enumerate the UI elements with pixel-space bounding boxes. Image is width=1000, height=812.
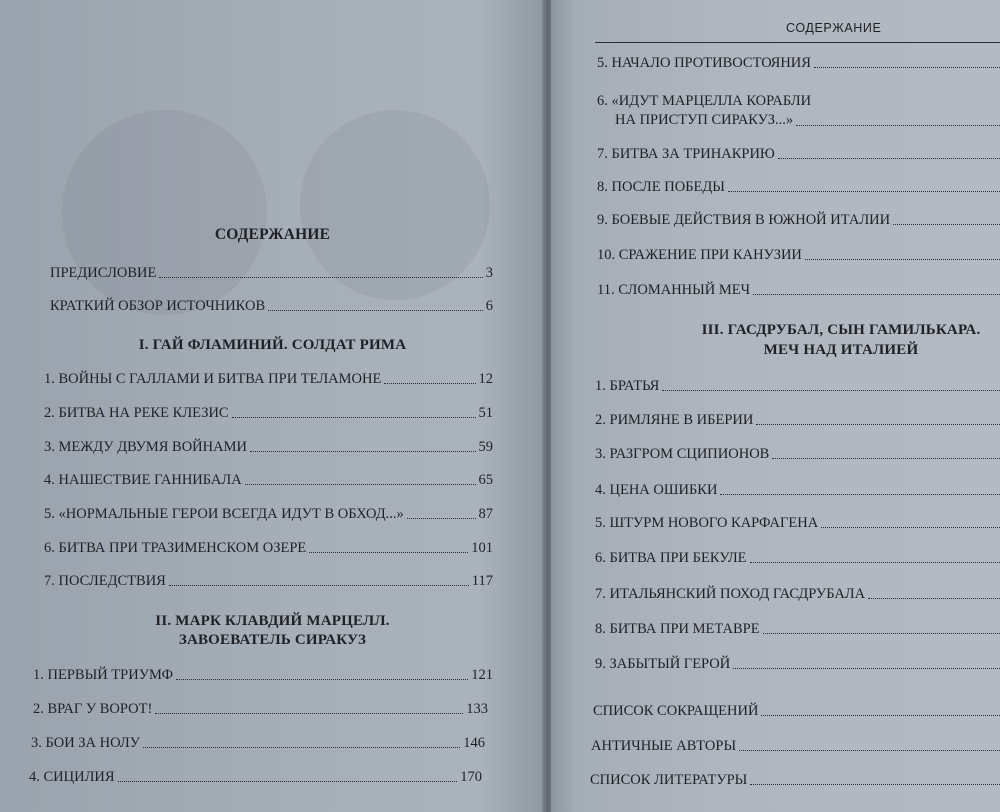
toc-entry-title: 7. ПОСЛЕДСТВИЯ bbox=[44, 573, 166, 589]
toc-entry[interactable] bbox=[50, 265, 493, 282]
toc-entry[interactable] bbox=[44, 573, 493, 590]
toc-entry-title: 8. БИТВА ПРИ МЕТАВРЕ bbox=[595, 621, 760, 637]
running-head: СОДЕРЖАНИЕ bbox=[786, 21, 882, 35]
toc-page-number: 59 bbox=[478, 439, 493, 455]
dot-leader bbox=[733, 668, 1000, 669]
toc-entry[interactable] bbox=[595, 378, 1000, 395]
part-heading-line2: МЕЧ НАД ИТАЛИЕЙ bbox=[763, 342, 919, 358]
part-heading: I. ГАЙ ФЛАМИНИЙ. СОЛДАТ РИМА bbox=[138, 337, 407, 353]
toc-entry-title: 7. БИТВА ЗА ТРИНАКРИЮ bbox=[597, 146, 775, 162]
dot-leader bbox=[763, 633, 1000, 634]
part-heading-line1: III. ГАСДРУБАЛ, СЫН ГАМИЛЬКАРА. bbox=[701, 322, 981, 338]
toc-entry[interactable] bbox=[595, 482, 1000, 499]
toc-entry[interactable] bbox=[595, 515, 1000, 532]
toc-page-number: 170 bbox=[460, 769, 482, 785]
toc-page-number: 133 bbox=[466, 701, 488, 717]
toc-entry[interactable] bbox=[50, 298, 493, 315]
toc-entry[interactable] bbox=[44, 540, 493, 557]
toc-entry-title: 6. БИТВА ПРИ ТРАЗИМЕНСКОМ ОЗЕРЕ bbox=[44, 540, 307, 556]
dot-leader bbox=[772, 458, 1000, 459]
toc-entry-title: 8. ПОСЛЕ ПОБЕДЫ bbox=[597, 179, 725, 195]
toc-entry-title: 11. СЛОМАННЫЙ МЕЧ bbox=[597, 282, 751, 298]
toc-entry[interactable] bbox=[590, 772, 1000, 789]
dot-leader bbox=[143, 747, 460, 748]
dot-leader bbox=[805, 259, 1000, 260]
toc-entry-title: 6. «ИДУТ МАРЦЕЛЛА КОРАБЛИ bbox=[597, 93, 812, 109]
dot-leader bbox=[893, 224, 1000, 225]
dot-leader bbox=[728, 191, 1000, 192]
toc-entry[interactable] bbox=[597, 282, 1000, 299]
dot-leader bbox=[245, 484, 476, 485]
dot-leader bbox=[778, 158, 1000, 159]
dot-leader bbox=[756, 424, 1000, 425]
toc-entry-title: 5. «НОРМАЛЬНЫЕ ГЕРОИ ВСЕГДА ИДУТ В ОБХОД...» bbox=[44, 506, 404, 522]
toc-entry-title: СПИСОК ЛИТЕРАТУРЫ bbox=[590, 772, 748, 788]
toc-entry-title: КРАТКИЙ ОБЗОР ИСТОЧНИКОВ bbox=[50, 298, 266, 314]
dot-leader bbox=[155, 713, 463, 714]
dot-leader bbox=[750, 562, 1000, 563]
part-heading-line2: ЗАВОЕВАТЕЛЬ СИРАКУЗ bbox=[178, 632, 367, 648]
toc-entry[interactable] bbox=[597, 146, 1000, 163]
part-heading-line1: II. МАРК КЛАВДИЙ МАРЦЕЛЛ. bbox=[155, 613, 390, 629]
toc-entry[interactable] bbox=[597, 179, 1000, 196]
toc-entry-multiline[interactable] bbox=[597, 92, 1000, 130]
show-through-shadow bbox=[62, 110, 267, 315]
toc-page-number: 65 bbox=[478, 472, 493, 488]
dot-leader bbox=[753, 294, 1000, 295]
toc-entry[interactable] bbox=[595, 550, 1000, 567]
dot-leader bbox=[232, 417, 476, 418]
toc-entry[interactable] bbox=[44, 506, 493, 523]
toc-entry-title-continued: НА ПРИСТУП СИРАКУЗ...» bbox=[615, 112, 794, 128]
toc-entry[interactable] bbox=[44, 405, 493, 422]
right-page bbox=[551, 0, 1000, 812]
dot-leader bbox=[384, 383, 475, 384]
toc-entry-title: 3. БОИ ЗА НОЛУ bbox=[31, 735, 140, 751]
dot-leader bbox=[761, 715, 1000, 716]
toc-entry-title: 1. ПЕРВЫЙ ТРИУМФ bbox=[33, 667, 174, 683]
toc-entry-title: СПИСОК СОКРАЩЕНИЙ bbox=[593, 703, 759, 719]
toc-entry-title: 9. БОЕВЫЕ ДЕЙСТВИЯ В ЮЖНОЙ ИТАЛИИ bbox=[597, 212, 891, 228]
dot-leader bbox=[662, 390, 1000, 391]
toc-entry[interactable] bbox=[595, 412, 1000, 429]
dot-leader bbox=[814, 67, 1000, 68]
dot-leader bbox=[250, 451, 476, 452]
toc-entry[interactable] bbox=[44, 371, 493, 388]
toc-entry-title: 2. БИТВА НА РЕКЕ КЛЕЗИС bbox=[44, 405, 229, 421]
toc-entry[interactable] bbox=[29, 769, 482, 786]
toc-entry[interactable] bbox=[597, 55, 1000, 72]
toc-page-number: 6 bbox=[485, 298, 493, 314]
toc-page-number: 51 bbox=[478, 405, 493, 421]
dot-leader bbox=[176, 679, 468, 680]
toc-entry[interactable] bbox=[33, 667, 493, 684]
header-rule bbox=[595, 42, 1000, 43]
toc-entry-title: 2. РИМЛЯНЕ В ИБЕРИИ bbox=[595, 412, 754, 428]
toc-page-number: 117 bbox=[471, 573, 493, 589]
page-title: СОДЕРЖАНИЕ bbox=[214, 226, 331, 243]
dot-leader bbox=[821, 527, 1000, 528]
toc-page-number: 3 bbox=[485, 265, 493, 281]
dot-leader bbox=[309, 552, 468, 553]
toc-entry[interactable] bbox=[597, 212, 1000, 229]
toc-entry-title: 1. БРАТЬЯ bbox=[595, 378, 660, 394]
toc-page-number: 12 bbox=[478, 371, 493, 387]
dot-leader bbox=[868, 598, 1000, 599]
toc-entry-title: 2. ВРАГ У ВОРОТ! bbox=[33, 701, 153, 717]
toc-entry[interactable] bbox=[595, 446, 1000, 463]
toc-entry-title: 5. НАЧАЛО ПРОТИВОСТОЯНИЯ bbox=[597, 55, 811, 71]
toc-entry-title: 5. ШТУРМ НОВОГО КАРФАГЕНА bbox=[595, 515, 819, 531]
toc-entry[interactable] bbox=[595, 656, 1000, 673]
toc-entry[interactable] bbox=[44, 472, 493, 489]
toc-entry[interactable] bbox=[595, 586, 1000, 603]
toc-entry-title: 4. НАШЕСТВИЕ ГАННИБАЛА bbox=[44, 472, 242, 488]
toc-entry-title: 3. МЕЖДУ ДВУМЯ ВОЙНАМИ bbox=[44, 439, 247, 455]
dot-leader bbox=[118, 781, 458, 782]
toc-entry[interactable] bbox=[591, 738, 1000, 755]
toc-entry-title: 9. ЗАБЫТЫЙ ГЕРОЙ bbox=[595, 656, 731, 672]
toc-entry-title: 7. ИТАЛЬЯНСКИЙ ПОХОД ГАСДРУБАЛА bbox=[595, 586, 866, 602]
toc-page-number: 101 bbox=[471, 540, 493, 556]
toc-entry[interactable] bbox=[593, 703, 1000, 720]
toc-entry-title: 4. СИЦИЛИЯ bbox=[29, 769, 115, 785]
toc-entry-title: 10. СРАЖЕНИЕ ПРИ КАНУЗИИ bbox=[597, 247, 802, 263]
toc-entry-title: 1. ВОЙНЫ С ГАЛЛАМИ И БИТВА ПРИ ТЕЛАМОНЕ bbox=[44, 371, 382, 387]
toc-entry[interactable] bbox=[33, 701, 488, 718]
toc-page-number: 87 bbox=[478, 506, 493, 522]
dot-leader bbox=[796, 125, 1000, 126]
dot-leader bbox=[169, 585, 469, 586]
dot-leader bbox=[407, 518, 476, 519]
toc-entry-title: 6. БИТВА ПРИ БЕКУЛЕ bbox=[595, 550, 747, 566]
toc-entry[interactable] bbox=[597, 247, 1000, 264]
dot-leader bbox=[750, 784, 1000, 785]
toc-entry[interactable] bbox=[595, 621, 1000, 638]
toc-entry-title: 3. РАЗГРОМ СЦИПИОНОВ bbox=[595, 446, 770, 462]
toc-entry-title: 4. ЦЕНА ОШИБКИ bbox=[595, 482, 718, 498]
toc-entry[interactable] bbox=[44, 439, 493, 456]
toc-entry[interactable] bbox=[31, 735, 485, 752]
toc-entry-title: ПРЕДИСЛОВИЕ bbox=[50, 265, 157, 281]
dot-leader bbox=[268, 310, 483, 311]
dot-leader bbox=[720, 494, 1000, 495]
toc-page-number: 146 bbox=[463, 735, 485, 751]
dot-leader bbox=[159, 277, 482, 278]
toc-page-number: 121 bbox=[471, 667, 493, 683]
toc-entry-title: АНТИЧНЫЕ АВТОРЫ bbox=[591, 738, 737, 754]
dot-leader bbox=[739, 750, 1000, 751]
